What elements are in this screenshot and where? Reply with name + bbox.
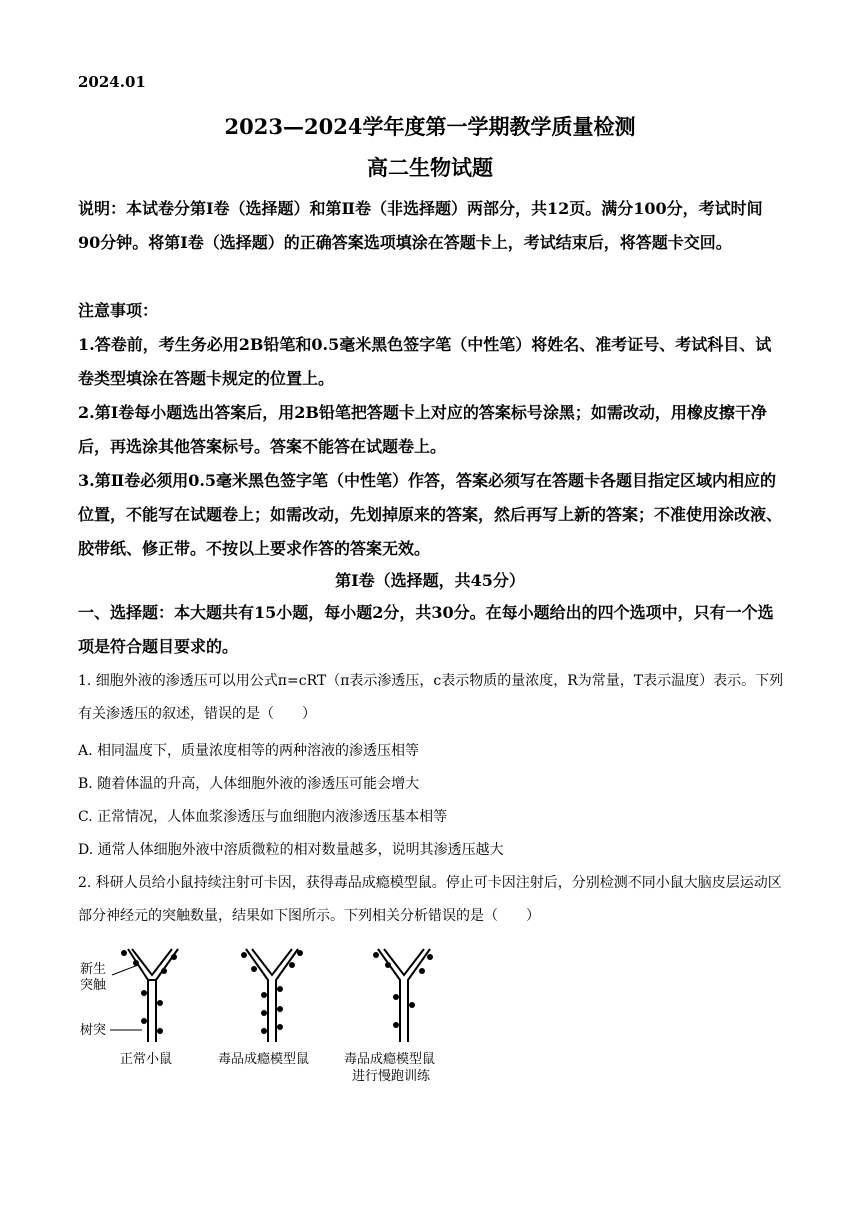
part-heading: 一、选择题：本大题共有15小题，每小题2分，共30分。在每小题给出的四个选项中，只有一个选项是符合题目要求的。 <box>78 603 774 656</box>
figure-caption-normal: 正常小鼠 <box>120 1052 173 1067</box>
figure-label-dendrite: 树突 <box>80 1023 107 1038</box>
notice-item-3: 3.第Ⅱ卷必须用0.5毫米黑色签字笔（中性笔）作答，答案必须写在答题卡各题目指定区域内相应的位置，不能写在试题卷上；如需改动，先划掉原来的答案，然后再写上新的答案；不准使用涂改液、胶带纸、修正带。不按以上要求作答的答案无效。 <box>78 471 783 558</box>
notice-item-1: 1.答卷前，考生务必用2B铅笔和0.5毫米黑色签字笔（中性笔）将姓名、准考证号、考试科目、试卷类型填涂在答题卡规定的位置上。 <box>78 335 772 388</box>
dendrite-normal-mouse <box>121 949 178 1042</box>
exam-title: 2023—2024学年度第一学期教学质量检测 <box>224 114 636 139</box>
exam-instructions: 说明：本试卷分第Ⅰ卷（选择题）和第Ⅱ卷（非选择题）两部分，共12页。满分100分，考试时间90分钟。将第Ⅰ卷（选择题）的正确答案选项填涂在答题卡上，考试结束后，将答题卡交回。 <box>78 199 763 252</box>
exam-subtitle: 高二生物试题 <box>367 155 493 180</box>
question-1-option-b: B. 随着体温的升高，人体细胞外液的渗透压可能会增大 <box>78 776 420 792</box>
question-2-stem: 2. 科研人员给小鼠持续注射可卡因，获得毒品成瘾模型鼠。停止可卡因注射后，分别检测不同小鼠大脑皮层运动区部分神经元的突触数量，结果如下图所示。下列相关分析错误的是（ ） <box>78 875 782 924</box>
notice-heading: 注意事项： <box>78 301 159 320</box>
dendrite-addiction-model <box>241 949 303 1042</box>
figure-pointer-synapse <box>112 965 138 975</box>
dendrite-running-training <box>373 949 433 1042</box>
exam-date: 2024.01 <box>78 73 146 91</box>
dendrite-synapse-figure <box>78 935 498 1095</box>
figure-caption-addiction: 毒品成瘾模型鼠 <box>218 1052 310 1067</box>
question-1-option-d: D. 通常人体细胞外液中溶质微粒的相对数量越多，说明其渗透压越大 <box>78 842 504 858</box>
section-heading: 第Ⅰ卷（选择题，共45分） <box>335 571 525 590</box>
notice-item-2: 2.第Ⅰ卷每小题选出答案后，用2B铅笔把答题卡上对应的答案标号涂黑；如需改动，用橡皮擦干净后，再选涂其他答案标号。答案不能答在试题卷上。 <box>78 403 767 456</box>
figure-caption-running-2: 进行慢跑训练 <box>352 1069 431 1084</box>
figure-label-new-synapse-2: 突触 <box>80 978 107 993</box>
question-1-option-a: A. 相同温度下，质量浓度相等的两种溶液的渗透压相等 <box>78 743 420 759</box>
question-1-option-c: C. 正常情况，人体血浆渗透压与血细胞内液渗透压基本相等 <box>78 809 448 825</box>
question-1-stem: 1. 细胞外液的渗透压可以用公式π=cRT（π表示渗透压，c表示物质的量浓度，R为常量，T表示温度）表示。下列有关渗透压的叙述，错误的是（ ） <box>78 673 784 722</box>
figure-label-new-synapse-1: 新生 <box>80 962 107 977</box>
figure-caption-running-1: 毒品成瘾模型鼠 <box>344 1052 436 1067</box>
